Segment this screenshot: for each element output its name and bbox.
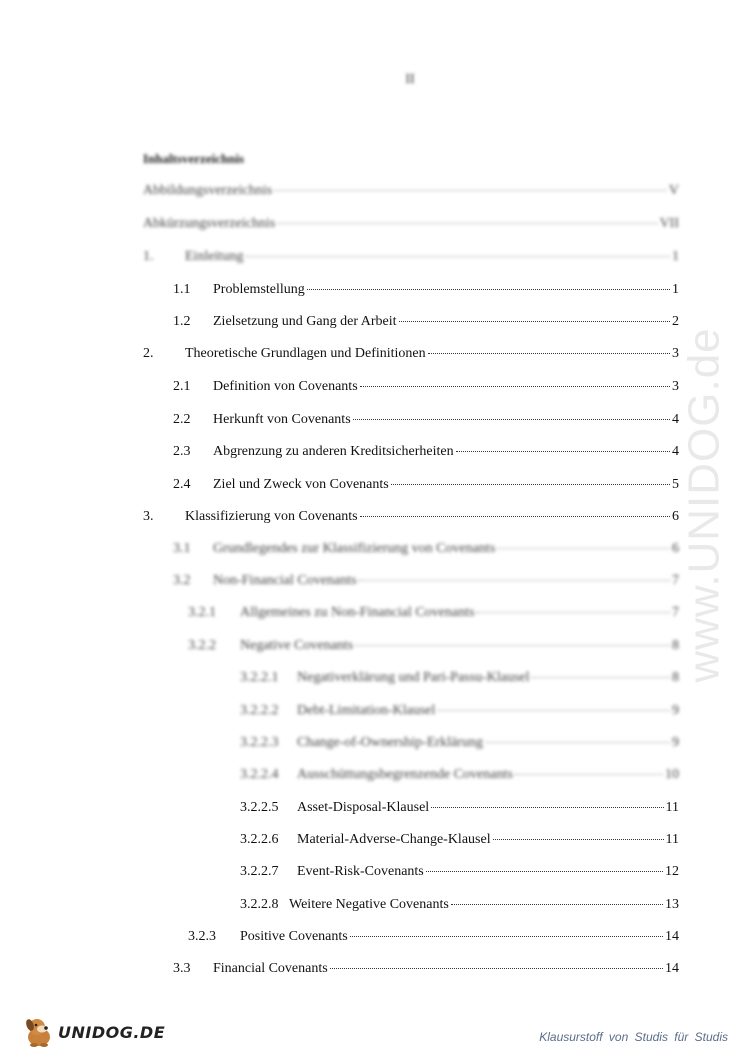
toc-entry-page: 10 xyxy=(665,767,679,782)
toc-entry-page: 8 xyxy=(672,670,679,685)
toc-leader-dots xyxy=(431,807,663,808)
toc-leader-dots xyxy=(437,710,670,711)
toc-entry xyxy=(173,444,679,466)
toc-leader-dots xyxy=(360,386,670,387)
toc-entry xyxy=(188,605,679,627)
toc-entry-page: 1 xyxy=(672,249,679,264)
toc-entry-page: 6 xyxy=(672,509,679,524)
toc-leader-dots xyxy=(428,353,670,354)
toc-entry-number: 3.2.2.4 xyxy=(240,767,279,782)
watermark-text: www.UNIDOG.de xyxy=(680,327,730,683)
toc-entry-number: 3.2.3 xyxy=(188,929,216,944)
toc-entry xyxy=(240,800,679,822)
toc-entry-number: 3.2.2.1 xyxy=(240,670,279,685)
unidog-brand: UNIDOG.DE xyxy=(58,1022,166,1042)
toc-entry xyxy=(240,897,679,919)
toc-entry-page: 7 xyxy=(672,573,679,588)
toc-leader-dots xyxy=(277,223,657,224)
toc-leader-dots xyxy=(353,419,670,420)
toc-entry-title: Problemstellung xyxy=(213,282,305,297)
toc-entry-number: 2. xyxy=(143,346,154,361)
toc-entry-number: 1.1 xyxy=(173,282,191,297)
toc-entry xyxy=(143,216,679,238)
toc-entry-number: 1. xyxy=(143,249,154,264)
toc-leader-dots xyxy=(456,451,670,452)
toc-entry xyxy=(143,183,679,205)
toc-entry-title: Grundlegendes zur Klassifizierung von Covenants xyxy=(213,541,496,556)
toc-entry-page: 4 xyxy=(672,412,679,427)
toc-entry-title: Abgrenzung zu anderen Kreditsicherheiten xyxy=(213,444,454,459)
toc-entry-number: 3.1 xyxy=(173,541,191,556)
toc-entry xyxy=(173,379,679,401)
toc-entry-title: Debt-Limitation-Klausel xyxy=(297,703,436,718)
toc-entry-number: 3.2.2.5 xyxy=(240,800,279,815)
toc-entry-page: 8 xyxy=(672,638,679,653)
toc-entry-title: Zielsetzung und Gang der Arbeit xyxy=(213,314,397,329)
toc-entry-number: 3.2.2.7 xyxy=(240,864,279,879)
toc-entry-title: Ziel und Zweck von Covenants xyxy=(213,477,389,492)
toc-entry xyxy=(188,929,679,951)
toc-entry-title: Non-Financial Covenants xyxy=(213,573,357,588)
page-number: II xyxy=(405,72,415,87)
toc-entry xyxy=(173,282,679,304)
toc-entry-page: 12 xyxy=(665,864,679,879)
toc-entry-number: 3.2.2.3 xyxy=(240,735,279,750)
toc-entry xyxy=(173,314,679,336)
toc-leader-dots xyxy=(245,256,670,257)
toc-entry-page: 6 xyxy=(672,541,679,556)
toc-entry-title: Abbildungsverzeichnis xyxy=(143,183,273,198)
toc-leader-dots xyxy=(358,580,670,581)
dog-mascot-icon xyxy=(22,1015,56,1049)
toc-leader-dots xyxy=(330,968,663,969)
toc-entry-title: Ausschüttungsbegrenzende Covenants xyxy=(297,767,513,782)
toc-entry-title: Financial Covenants xyxy=(213,961,328,976)
toc-entry-title: Negativerklärung und Pari-Passu-Klausel xyxy=(297,670,530,685)
toc-entry-title: Allgemeines zu Non-Financial Covenants xyxy=(240,605,475,620)
toc-entry xyxy=(173,412,679,434)
toc-entry-page: 14 xyxy=(665,929,679,944)
toc-entry xyxy=(173,573,679,595)
toc-entry-page: V xyxy=(668,183,679,198)
toc-entry xyxy=(173,961,679,983)
toc-entry-page: 9 xyxy=(672,703,679,718)
toc-entry-page: 4 xyxy=(672,444,679,459)
toc-entry-title: Change-of-Ownership-Erklärung xyxy=(297,735,483,750)
toc-entry-title: Definition von Covenants xyxy=(213,379,358,394)
toc-entry-page: 1 xyxy=(672,282,679,297)
toc-entry xyxy=(173,477,679,499)
toc-entry-page: 11 xyxy=(665,800,679,815)
toc-entry-number: 3.2.2.2 xyxy=(240,703,279,718)
toc-leader-dots xyxy=(360,516,670,517)
toc-entry-title: Event-Risk-Covenants xyxy=(297,864,424,879)
toc-leader-dots xyxy=(391,484,670,485)
toc-leader-dots xyxy=(451,904,663,905)
toc-leader-dots xyxy=(485,742,670,743)
watermark xyxy=(640,270,750,740)
toc-entry-title: Abkürzungsverzeichnis xyxy=(143,216,276,231)
toc-entry-page: 13 xyxy=(665,897,679,912)
toc-entry xyxy=(240,864,679,886)
toc-entry xyxy=(188,638,679,660)
toc-heading: Inhaltsverzeichnis xyxy=(143,151,245,166)
toc-entry-title: Herkunft von Covenants xyxy=(213,412,351,427)
toc-entry xyxy=(240,670,679,692)
toc-entry-number: 3.2.1 xyxy=(188,605,216,620)
toc-entry xyxy=(240,703,679,725)
toc-entry xyxy=(240,832,679,854)
toc-leader-dots xyxy=(307,289,670,290)
toc-entry-number: 2.4 xyxy=(173,477,191,492)
toc-entry-number: 2.2 xyxy=(173,412,191,427)
toc-entry-title: Klassifizierung von Covenants xyxy=(185,509,358,524)
toc-entry-number: 1.2 xyxy=(173,314,191,329)
toc-entry xyxy=(173,541,679,563)
toc-entry-title: Negative Covenants xyxy=(240,638,354,653)
toc-entry-title: Theoretische Grundlagen und Definitionen xyxy=(185,346,426,361)
toc-leader-dots xyxy=(515,774,663,775)
toc-entry-page: 3 xyxy=(672,379,679,394)
toc-leader-dots xyxy=(355,645,670,646)
toc-entry-page: VII xyxy=(659,216,679,231)
toc-entry-title: Weitere Negative Covenants xyxy=(289,897,449,912)
toc-entry-number: 3.2.2 xyxy=(188,638,216,653)
toc-leader-dots xyxy=(399,321,670,322)
toc-leader-dots xyxy=(274,190,667,191)
toc-entry xyxy=(143,346,679,368)
toc-leader-dots xyxy=(426,871,663,872)
toc-entry-page: 7 xyxy=(672,605,679,620)
toc-entry-page: 9 xyxy=(672,735,679,750)
toc-entry-number: 3. xyxy=(143,509,154,524)
toc-entry-title: Einleitung xyxy=(185,249,244,264)
toc-entry-number: 3.3 xyxy=(173,961,191,976)
toc-entry-page: 14 xyxy=(665,961,679,976)
toc-entry-page: 2 xyxy=(672,314,679,329)
toc-leader-dots xyxy=(350,936,663,937)
toc-entry-page: 3 xyxy=(672,346,679,361)
toc-entry xyxy=(240,767,679,789)
toc-entry-title: Asset-Disposal-Klausel xyxy=(297,800,430,815)
toc-entry-number: 3.2.2.8 xyxy=(240,897,279,912)
toc-entry-page: 11 xyxy=(665,832,679,847)
toc-entry-number: 2.1 xyxy=(173,379,191,394)
footer-slogan: Klausurstoff von Studis für Studis xyxy=(539,1030,728,1044)
toc-entry-title: Positive Covenants xyxy=(240,929,348,944)
toc-entry-number: 3.2.2.6 xyxy=(240,832,279,847)
toc-entry-title: Material-Adverse-Change-Klausel xyxy=(297,832,491,847)
toc-entry-number: 3.2 xyxy=(173,573,191,588)
toc-entry-number: 2.3 xyxy=(173,444,191,459)
toc-entry-page: 5 xyxy=(672,477,679,492)
toc-entry xyxy=(240,735,679,757)
toc-entry xyxy=(143,249,679,271)
unidog-logo[interactable] xyxy=(22,1015,165,1049)
toc-leader-dots xyxy=(493,839,664,840)
toc-entry xyxy=(143,509,679,531)
